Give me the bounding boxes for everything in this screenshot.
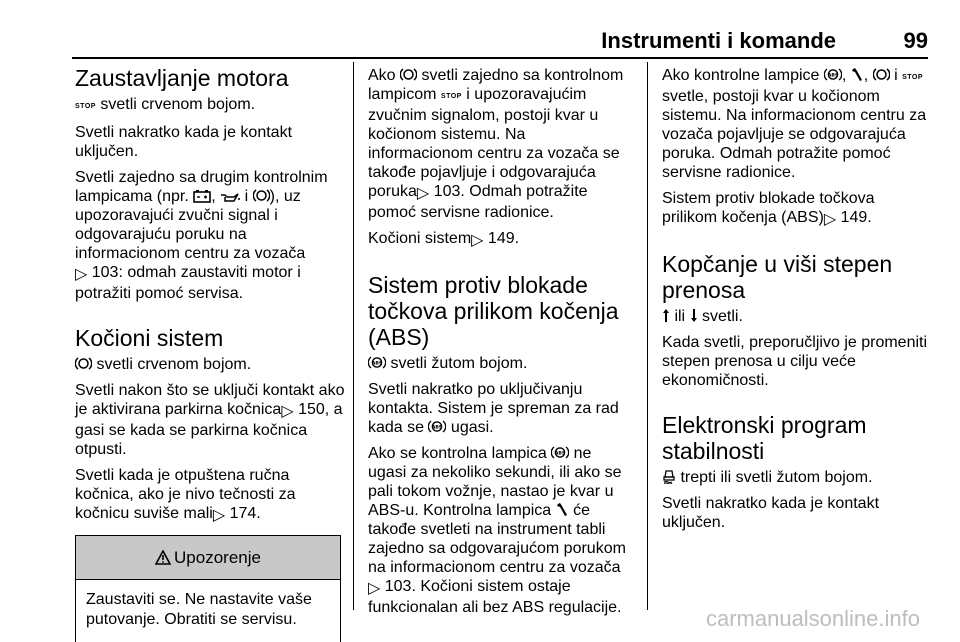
paragraph: Ako svetli zajedno sa kontrolnom lampicom STOP i upozoravajućim zvučnim signalom, postoji kvar u kočionom sistemu. Na informacionom centru za vozača se takođe pojavljuje i odgovarajuća poruka▷ 103. Odmah potražite pomoć servisne radionice. <box>368 67 624 221</box>
paragraph: Kočioni sistem▷ 149. <box>368 230 520 249</box>
heading-gear-shift: Kopčanje u viši stepen prenosa <box>662 251 893 303</box>
reference-arrow-icon: ▷ <box>416 185 430 202</box>
column-1 <box>75 66 345 642</box>
stop-icon: STOP <box>902 74 924 81</box>
paragraph: ili svetli. <box>662 307 932 326</box>
oil-pressure-icon <box>220 191 240 203</box>
paragraph: Svetli kada je otpuštena ručna kočnica, ako je nivo tečnosti za kočnicu suviše mali▷ 174. <box>75 467 296 524</box>
esp-icon <box>662 469 676 484</box>
abs-icon <box>824 67 842 82</box>
abs-icon <box>368 355 386 370</box>
svg-text:ABS: ABS <box>555 451 566 457</box>
svg-text:ABS: ABS <box>432 425 443 431</box>
warning-text: Zaustaviti se. Ne nastavite vaše putovanje. Obratiti se servisu. <box>86 591 312 628</box>
paragraph: ABS svetli žutom bojom. <box>368 354 634 373</box>
brake-warning-icon <box>400 67 417 82</box>
abs-icon <box>428 419 446 434</box>
brake-warning-icon <box>873 67 890 82</box>
column-2 <box>368 66 634 624</box>
heading-abs: Sistem protiv blokade točkova prilikom kočenja (ABS) <box>368 272 619 350</box>
watermark: carmanualsonline.info <box>705 606 920 631</box>
heading-esp: Elektronski program stabilnosti <box>662 412 867 464</box>
page-number: 99 <box>903 28 928 53</box>
paragraph: Kada svetli, preporučljivo je promeniti stepen prenosa u cilju veće ekonomičnosti. <box>662 334 928 389</box>
reference-arrow-icon: ▷ <box>281 403 294 420</box>
header-rule <box>72 57 928 59</box>
abs-icon <box>551 445 569 460</box>
stop-icon: STOP <box>440 93 462 100</box>
stop-icon: STOP <box>75 103 96 110</box>
reference-arrow-icon: ▷ <box>368 580 381 597</box>
paragraph: Ako se kontrolna lampica ABS ne ugasi za nekoliko sekundi, ili ako se pali tokom vožnje, nastao je kvar u ABS-u. Kontrolna lampica će takođe svetleti na instrument tabli zajedno sa odgovarajućom porukom na informacionom centru za vozača ▷ 103. Kočioni sistem ostaje funkcionalan ali bez ABS regulacije. <box>368 445 626 616</box>
warning-header <box>76 536 340 580</box>
reference-arrow-icon: ▷ <box>471 232 484 249</box>
shift-up-icon <box>662 308 670 323</box>
page-header <box>72 24 928 58</box>
paragraph: Svetli nakratko kada je kontakt uključen. <box>75 124 293 160</box>
paragraph: svetli crvenom bojom. <box>75 355 345 374</box>
reference-arrow-icon: ▷ <box>212 507 226 524</box>
heading-engine-stop: Zaustavljanje motora <box>75 65 289 91</box>
battery-icon <box>193 189 211 203</box>
svg-text:ABS: ABS <box>827 73 839 79</box>
brake-warning-icon <box>75 356 92 371</box>
brake-warning-icon <box>253 188 270 203</box>
reference-arrow-icon: ▷ <box>823 211 837 228</box>
column-3 <box>662 66 932 539</box>
paragraph: Svetli nakratko po uključivanju kontakta. Sistem je spreman za rad kada se ABS ugasi. <box>368 381 619 436</box>
paragraph: Svetli nakon što se uključi kontakt ako je aktivirana parkirna kočnica▷ 150, a gasi se kada se parkirna kočnica otpusti. <box>75 382 345 458</box>
paragraph: Svetli nakratko kada je kontakt uključen. <box>662 495 880 531</box>
paragraph: trepti ili svetli žutom bojom. <box>662 468 932 487</box>
reference-arrow-icon: ▷ <box>75 266 88 283</box>
service-wrench-icon <box>556 502 569 517</box>
paragraph: Svetli zajedno sa drugim kontrolnim lampicama (npr. , i ), uz upozoravajući zvučni signal i odgovarajuću poruku na informacionom centru za vozača ▷ 103: odmah zaustaviti motor i potražiti pomoć servisa. <box>75 169 328 302</box>
service-wrench-icon <box>851 67 864 82</box>
heading-brake-system: Kočioni sistem <box>75 325 224 351</box>
section-title: Instrumenti i komande <box>601 28 836 53</box>
column-divider <box>647 62 648 610</box>
warning-triangle-icon <box>155 550 171 565</box>
warning-box <box>75 535 341 642</box>
svg-text:ABS: ABS <box>371 361 383 367</box>
column-divider <box>353 62 354 610</box>
paragraph: Ako kontrolne lampice ABS , , i STOP svetle, postoji kvar u kočionom sistemu. Na informacionom centru za vozača pojavljuje se odgovarajuća poruka. Odmah potražite pomoć servisne radionice. <box>662 67 927 181</box>
shift-down-icon <box>690 308 698 323</box>
warning-title: Upozorenje <box>174 548 261 567</box>
paragraph: STOP svetli crvenom bojom. <box>75 96 256 113</box>
paragraph: Sistem protiv blokade točkova prilikom kočenja (ABS)▷ 149. <box>662 190 875 228</box>
